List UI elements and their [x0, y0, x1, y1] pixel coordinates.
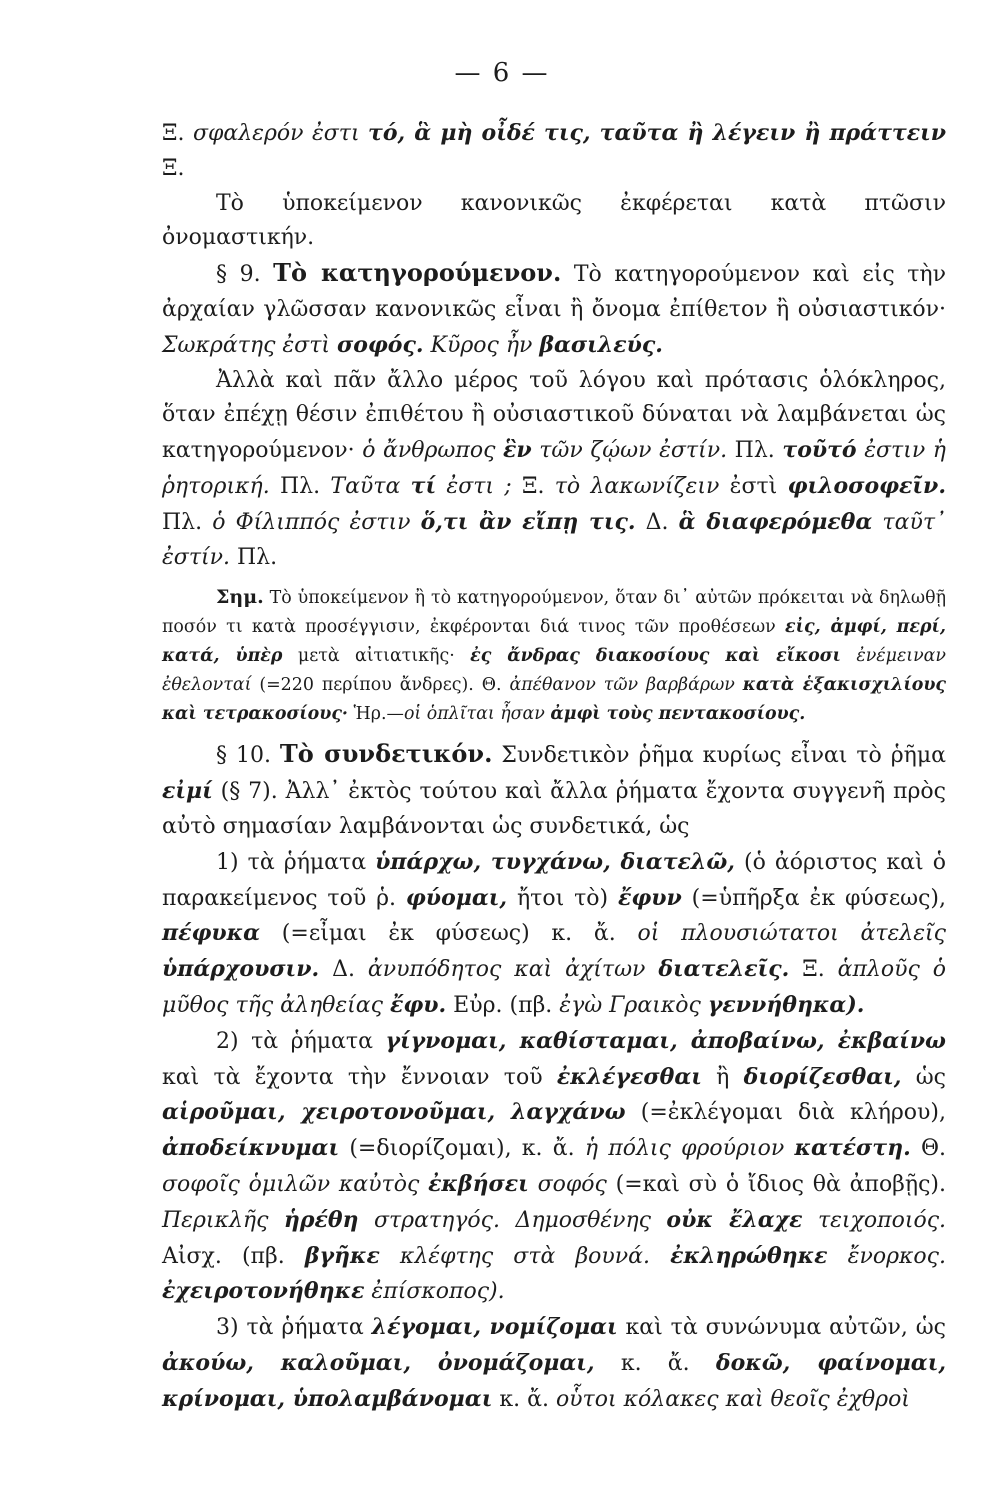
text-run: 2) τὰ ῥήματα — [216, 1028, 386, 1054]
text-run: Δ. — [319, 957, 368, 983]
text-run: § 9. — [216, 262, 274, 288]
text-run: ἀπέθανον τῶν βαρβάρων — [509, 675, 743, 696]
text-run: (§ 7). Ἀλλ᾽ ἐκτὸς τούτου καὶ ἄλλα ῥήματα ἔχοντα συγγενῆ πρὸς αὐτὸ σημασίαν λαμβάνονται ὡς συνδετικά, ὡς — [162, 779, 946, 839]
text-run: Πλ. — [727, 438, 783, 464]
text-run: τειχοποιός. — [802, 1207, 947, 1233]
text-run: (ὁ ἀόριστος καὶ ὁ παρακείμενος τοῦ ῥ. — [162, 849, 946, 911]
text-run — [650, 1244, 670, 1269]
text-run: Ξ. — [162, 155, 185, 181]
text-run: διατελεῖς. — [658, 956, 790, 983]
text-run: § 10. — [216, 743, 280, 769]
text-run: ἔφυν — [617, 884, 682, 911]
text-run: οἱ πλουσιώτατοι ἀτελεῖς — [637, 921, 947, 947]
text-run: Ἀλλὰ καὶ πᾶν ἄλλο μέρος τοῦ λόγου καὶ πρότασις ὁλόκληρος, ὅταν ἐπέχῃ θέσιν ἐπιθέτου ἢ οὐσιαστικοῦ δύναται νὰ λαμβάνεται ὡς κατηγορούμενον· — [162, 367, 946, 464]
text-paragraph — [162, 1310, 946, 1417]
text-run: κατέστη. — [794, 1135, 911, 1162]
text-run: ἀποδείκνυμαι — [162, 1135, 340, 1162]
text-run: τί — [410, 472, 437, 499]
text-run: ὡς — [901, 1064, 946, 1090]
text-run: ἐνέμειναν ἐθελονταί — [162, 646, 946, 696]
text-run: κ. ἄ. — [492, 1386, 556, 1412]
text-run: οὐκ ἔλαχε — [666, 1206, 803, 1233]
text-run: κ. ἄ. — [594, 1350, 716, 1376]
text-run: Τὸ ὑποκείμενον κανονικῶς ἐκφέρεται κατὰ πτῶσιν ὀνομαστικήν. — [162, 190, 946, 251]
text-run: εἰς, ἀμφί, περί, κατά, ὑπὲρ — [162, 617, 946, 667]
text-run: ἐστὶ — [729, 473, 788, 499]
text-run: εἰμί — [162, 778, 213, 805]
text-paragraph — [162, 116, 946, 187]
text-run: ἀκούω, καλοῦμαι, ὀνομάζομαι, — [162, 1349, 595, 1376]
text-run: (=διορίζομαι), κ. ἄ. — [339, 1136, 585, 1162]
text-run: ἡρέθη — [283, 1206, 359, 1233]
text-run: κατὰ ἑξακισχιλίους καὶ τετρακοσίους· — [162, 675, 946, 725]
text-run: (=ὑπῆρξα ἐκ φύσεως), — [681, 885, 946, 911]
text-run: ἐχειροτονήθηκε — [162, 1278, 365, 1305]
text-run: βασιλεύς. — [539, 331, 663, 358]
text-run: ὑπάρχω, τυγχάνω, διατελῶ, — [375, 848, 735, 875]
text-run: (=καὶ σὺ ὁ ἴδιος θὰ ἀποβῇς). — [606, 1171, 946, 1197]
text-run: ἤτοι τὸ) — [507, 885, 618, 911]
text-run: καὶ τὰ συνώνυμα αὐτῶν, ὡς — [617, 1315, 947, 1341]
text-run: στρατηγός. — [358, 1207, 500, 1233]
text-run: ἐπίσκοπος). — [364, 1279, 505, 1305]
text-run: Τὸ κατηγορούμενον καὶ εἰς τὴν ἀρχαίαν γλῶσσαν κανονικῶς εἶναι ἢ ὄνομα ἐπίθετον ἢ οὐσιαστικόν· — [162, 262, 946, 322]
text-run: ὑπάρχουσιν. — [162, 956, 320, 983]
text-run: ἢ — [701, 1064, 744, 1090]
text-run: ἔφυ. — [389, 991, 447, 1018]
text-run: αἱροῦμαι, χειροτονοῦμαι, λαγχάνω — [162, 1099, 626, 1126]
text-run: σοφός. — [337, 331, 424, 358]
text-run: Θ. — [910, 1136, 946, 1162]
text-run: τῶν ζῴων ἐστίν. — [531, 438, 728, 464]
text-run: Ξ. — [511, 473, 555, 499]
text-run: οἱ ὁπλῖται ἦσαν — [403, 704, 551, 725]
text-run: ἔνορκος. — [827, 1243, 946, 1269]
text-run: ἐκβήσει — [428, 1170, 529, 1197]
text-run: λέγομαι, νομίζομαι — [371, 1314, 618, 1341]
text-run: τὸ λακωνίζειν — [554, 473, 730, 499]
text-run: ὁ ἄνθρωπος — [362, 438, 503, 464]
text-run: Περικλῆς — [162, 1207, 284, 1233]
text-run: Ξ. — [789, 957, 838, 983]
text-run: 3) τὰ ῥήματα — [216, 1315, 372, 1341]
text-run: Πλ. — [162, 509, 213, 535]
text-run: ἐκλέγεσθαι — [556, 1063, 702, 1090]
text-run: ἡ πόλις φρούριον — [584, 1136, 795, 1162]
text-run: Εὐρ. (πβ. — [446, 992, 560, 1018]
text-run: ἀνυπόδητος καὶ ἀχίτων — [367, 957, 659, 983]
text-run: οὗτοι κόλακες καὶ θεοῖς ἐχθροὶ — [555, 1386, 910, 1412]
text-run: ἐστιν ἡ ῥητορική. — [162, 438, 946, 499]
text-run: (=220 περίπου ἄνδρες). Θ. — [251, 675, 510, 696]
text-run: Αἰσχ. (πβ. — [162, 1243, 305, 1269]
text-run: πέφυκα — [162, 920, 261, 947]
text-run: Κῦρος ἦν — [430, 332, 540, 358]
text-run: γίγνομαι, καθίσταμαι, ἀποβαίνω, ἐκβαίνω — [385, 1027, 946, 1054]
text-paragraph — [162, 737, 946, 844]
text-run: (=εἶμαι ἐκ φύσεως) κ. ἄ. — [260, 921, 638, 947]
text-run: ὁ Φίλιππός ἐστιν — [212, 509, 421, 535]
text-run: Δημοσθένης — [515, 1207, 667, 1233]
text-run: ὅ,τι ἂν εἴπῃ τις. — [420, 508, 636, 535]
text-run: Δ. — [635, 509, 679, 535]
text-run: φύομαι, — [405, 884, 508, 911]
text-run: ἐγὼ Γραικὸς — [559, 992, 708, 1018]
text-paragraph — [162, 1024, 946, 1310]
text-run: σοφός — [528, 1171, 607, 1197]
text-run: δοκῶ, φαίνομαι, κρίνομαι, ὑπολαμβάνομαι — [162, 1349, 946, 1412]
text-run: ἁπλοῦς ὁ μῦθος τῆς ἀληθείας — [162, 957, 946, 1018]
text-run: τό, ἃ μὴ οἶδέ τις, ταῦτα ἢ λέγειν ἢ πράττειν — [368, 120, 947, 146]
text-run: τοῦτό — [782, 437, 857, 464]
text-run: Πλ. — [230, 544, 278, 570]
section-heading: Τὸ κατηγορούμενον. — [273, 258, 562, 288]
text-run — [500, 1208, 515, 1233]
text-run: Πλ. — [269, 473, 331, 499]
text-paragraph — [162, 187, 946, 257]
section-heading: Σημ. — [216, 586, 264, 609]
footnote-paragraph — [162, 583, 946, 729]
text-run: διορίζεσθαι, — [743, 1063, 902, 1090]
text-paragraph — [162, 845, 946, 1024]
page-number: — 6 — — [454, 58, 550, 88]
text-run: ἀμφὶ τοὺς πεντακοσίους. — [550, 704, 806, 725]
text-run: ἐς ἄνδρας διακοσίους καὶ εἴκοσι — [470, 646, 841, 667]
text-run: Ξ. — [162, 121, 193, 146]
text-run: Τὸ ὑποκείμενον ἢ τὸ κατηγορούμενον, ὅταν δι᾽ αὐτῶν πρόκειται νὰ δηλωθῇ ποσόν τι κατὰ προσέγγισιν, ἐκφέρονται διά τινος τῶν προθέσεων — [162, 588, 946, 638]
text-run: Ταῦτα — [330, 473, 411, 499]
text-run — [424, 333, 431, 358]
section-heading: Τὸ συνδετικόν. — [279, 739, 493, 769]
text-run: σοφοῖς ὁμιλῶν καὐτὸς — [162, 1171, 429, 1197]
page-body — [162, 116, 946, 1418]
text-run: ἐκληρώθηκε — [670, 1242, 828, 1269]
text-run: ἐστι ; — [436, 473, 512, 499]
text-run: Συνδετικὸν ῥῆμα κυρίως εἶναι τὸ ῥῆμα — [492, 743, 946, 769]
text-run: κλέφτης στὰ βουνά. — [379, 1243, 651, 1269]
text-run: 1) τὰ ῥήματα — [216, 849, 376, 875]
text-paragraph — [162, 364, 946, 576]
text-paragraph — [162, 256, 946, 363]
text-run: Σωκράτης ἐστὶ — [162, 332, 337, 358]
text-run: σφαλερόν ἐστι — [192, 121, 369, 146]
text-run: μετὰ αἰτιατικῆς· — [282, 646, 471, 667]
text-run: βγῆκε — [304, 1242, 380, 1269]
text-run: Ἡρ.— — [348, 704, 404, 725]
text-run: (=ἐκλέγομαι διὰ κλήρου), — [625, 1100, 946, 1126]
text-run: καὶ τὰ ἔχοντα τὴν ἔννοιαν τοῦ — [162, 1064, 557, 1090]
text-run: ἃ διαφερόμεθα — [678, 508, 873, 535]
text-run: γεννήθηκα). — [707, 991, 865, 1018]
text-run: φιλοσοφεῖν. — [787, 472, 946, 499]
text-run: ταῦτ᾽ ἐστίν. — [162, 509, 946, 570]
text-run: ἓν — [503, 437, 532, 464]
